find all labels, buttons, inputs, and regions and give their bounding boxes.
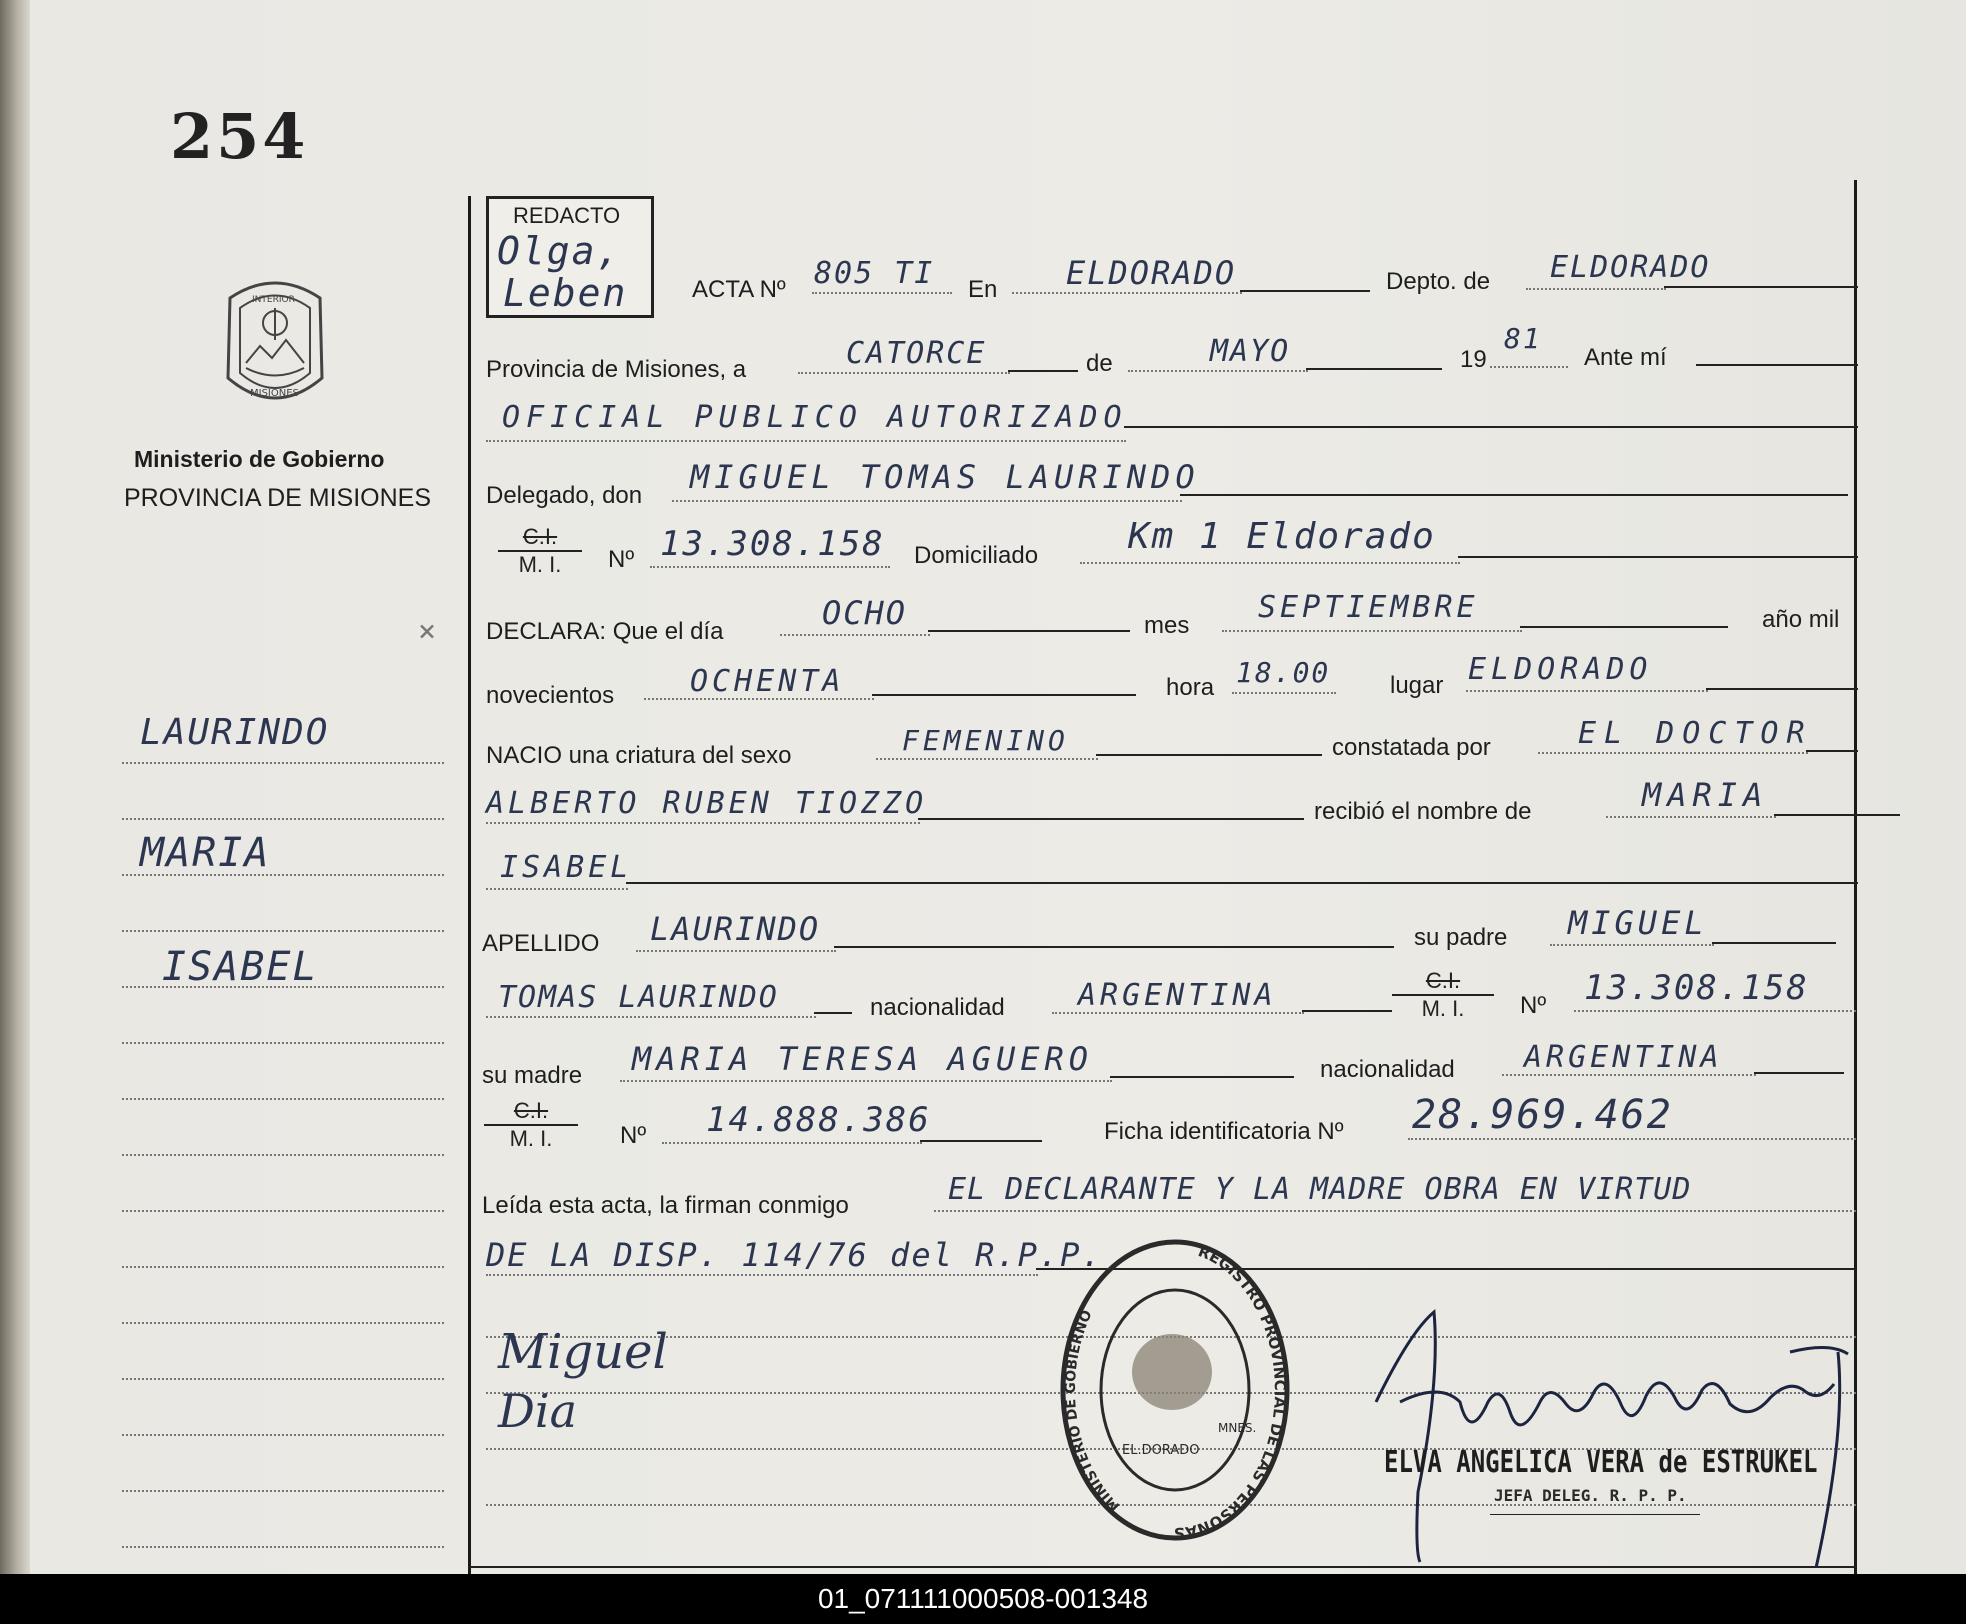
- label-year-prefix: 19: [1460, 346, 1487, 373]
- value-apellido: LAURINDO: [650, 910, 821, 948]
- label-declara: DECLARA: Que el día: [486, 618, 724, 645]
- redacto-stamp: [486, 196, 654, 318]
- value-en: ELDORADO: [1066, 254, 1237, 292]
- officer-signature-icon: [1370, 1292, 1870, 1568]
- label-domiciliado: Domiciliado: [914, 542, 1039, 569]
- label-madre-nacionalidad: nacionalidad: [1320, 1056, 1455, 1083]
- label-hora: hora: [1166, 674, 1215, 701]
- margin-name-1: MARIA: [140, 830, 271, 876]
- value-sexo: FEMENINO: [902, 724, 1069, 757]
- label-delegado: Delegado, don: [486, 482, 643, 509]
- label-de: de: [1086, 350, 1113, 377]
- redacto-label: REDACTO: [513, 203, 621, 228]
- svg-text:MINISTERIO DE GOBIERNO: [1063, 1308, 1123, 1514]
- value-padre-2: TOMAS LAURINDO: [498, 980, 779, 1015]
- label-recibio: recibió el nombre de: [1314, 798, 1532, 825]
- footer-id: 01_071111000508-001348: [0, 1574, 1966, 1624]
- stamp-ring-bottom: MINISTERIO DE GOBIERNO: [1062, 1307, 1124, 1515]
- redacto-name-1: Olga,: [497, 229, 622, 273]
- ministry-name: Ministerio de Gobierno: [134, 446, 385, 472]
- label-novecientos: novecientos: [486, 682, 615, 709]
- label-padre-nro: Nº: [1520, 992, 1547, 1019]
- value-anio: OCHENTA: [690, 664, 845, 699]
- value-depto: ELDORADO: [1550, 250, 1711, 285]
- value-padre-nac: ARGENTINA: [1078, 978, 1277, 1013]
- stamp-center-top: EL.DORADO: [1122, 1443, 1200, 1458]
- officer-name: ELVA ANGELICA VERA de ESTRUKEL: [1384, 1444, 1818, 1480]
- value-delegado-doc: 13.308.158: [660, 524, 885, 564]
- label-padre-nacionalidad: nacionalidad: [870, 994, 1005, 1021]
- value-lugar: ELDORADO: [1468, 652, 1653, 687]
- value-firman-2: DE LA DISP. 114/76 del R.P.P.: [486, 1236, 1103, 1274]
- province-name: PROVINCIA DE MISIONES: [124, 484, 432, 512]
- value-ficha: 28.969.462: [1412, 1092, 1673, 1138]
- label-en: En: [968, 276, 998, 303]
- margin-mark: ×: [418, 614, 439, 649]
- signature-declarante: Miguel: [498, 1324, 668, 1380]
- book-spine: [0, 0, 30, 1574]
- label-anio-mil: año mil: [1762, 606, 1840, 633]
- margin-name-2: ISABEL: [162, 944, 319, 990]
- officer-title: JEFA DELEG. R. P. P.: [1494, 1486, 1687, 1505]
- padre-doc-type: $\frac{C.I.}{M. I.}$: [1392, 968, 1494, 1022]
- value-domicilio: Km 1 Eldorado: [1128, 516, 1436, 557]
- value-constatada-2: ALBERTO RUBEN TIOZZO: [486, 786, 928, 821]
- value-mes-fecha: MAYO: [1210, 334, 1291, 369]
- page-number: 254: [170, 100, 309, 173]
- label-nacio: NACIO una criatura del sexo: [486, 742, 792, 769]
- value-hora: 18.00: [1236, 656, 1331, 689]
- redacto-name-2: Leben: [503, 271, 628, 315]
- value-year-suffix: 81: [1504, 322, 1542, 355]
- stamp-center-right: MNES.: [1218, 1421, 1257, 1435]
- seal-bottom-text: MISIONES: [250, 388, 299, 399]
- label-constatada: constatada por: [1332, 734, 1491, 761]
- stamp-ring-text: REGISTRO PROVINCIAL DE LAS PERSONAS: [1173, 1242, 1290, 1543]
- value-madre-doc: 14.888.386: [706, 1100, 931, 1140]
- label-acta: ACTA Nº: [692, 276, 786, 303]
- value-padre-1: MIGUEL: [1568, 904, 1708, 942]
- value-padre-doc: 13.308.158: [1584, 968, 1809, 1008]
- value-madre-nac: ARGENTINA: [1524, 1040, 1723, 1075]
- value-nombre-1: MARIA: [1642, 776, 1769, 814]
- label-depto: Depto. de: [1386, 268, 1491, 295]
- label-ficha: Ficha identificatoria Nº: [1104, 1118, 1344, 1145]
- value-mes: SEPTIEMBRE: [1258, 590, 1479, 625]
- label-su-madre: su madre: [482, 1062, 583, 1089]
- label-provincia: Provincia de Misiones, a: [486, 356, 747, 383]
- margin-surname: LAURINDO: [140, 712, 330, 753]
- label-mes: mes: [1144, 612, 1190, 639]
- value-firman-1: EL DECLARANTE Y LA MADRE OBRA EN VIRTUD: [948, 1172, 1692, 1207]
- value-nombre-2: ISABEL: [500, 850, 633, 885]
- label-delegado-nro: Nº: [608, 546, 635, 573]
- label-leida: Leída esta acta, la firman conmigo: [482, 1192, 849, 1219]
- label-ante-mi: Ante mí: [1584, 344, 1667, 371]
- value-constatada-1: EL DOCTOR: [1578, 716, 1813, 751]
- signature-madre: Dia: [498, 1384, 578, 1438]
- value-dia-fecha: CATORCE: [846, 336, 987, 371]
- seal-top-text: INTERIOR: [252, 295, 295, 305]
- value-oficial: OFICIAL PUBLICO AUTORIZADO: [502, 400, 1128, 435]
- value-madre: MARIA TERESA AGUERO: [632, 1040, 1094, 1078]
- label-madre-nro: Nº: [620, 1122, 647, 1149]
- value-dia: OCHO: [822, 594, 908, 632]
- frame-left-line: [468, 196, 471, 1574]
- delegado-doc-type: $\frac{C.I.}{M. I.}$: [498, 524, 582, 578]
- value-delegado: MIGUEL TOMAS LAURINDO: [690, 458, 1200, 496]
- label-lugar: lugar: [1390, 672, 1444, 699]
- label-apellido: APELLIDO: [482, 930, 600, 957]
- official-stamp-icon: [1050, 1232, 1300, 1550]
- ministry-seal-icon: [210, 268, 340, 418]
- label-su-padre: su padre: [1414, 924, 1508, 951]
- value-acta-no: 805 TI: [814, 256, 935, 291]
- madre-doc-type: $\frac{C.I.}{M. I.}$: [484, 1098, 578, 1152]
